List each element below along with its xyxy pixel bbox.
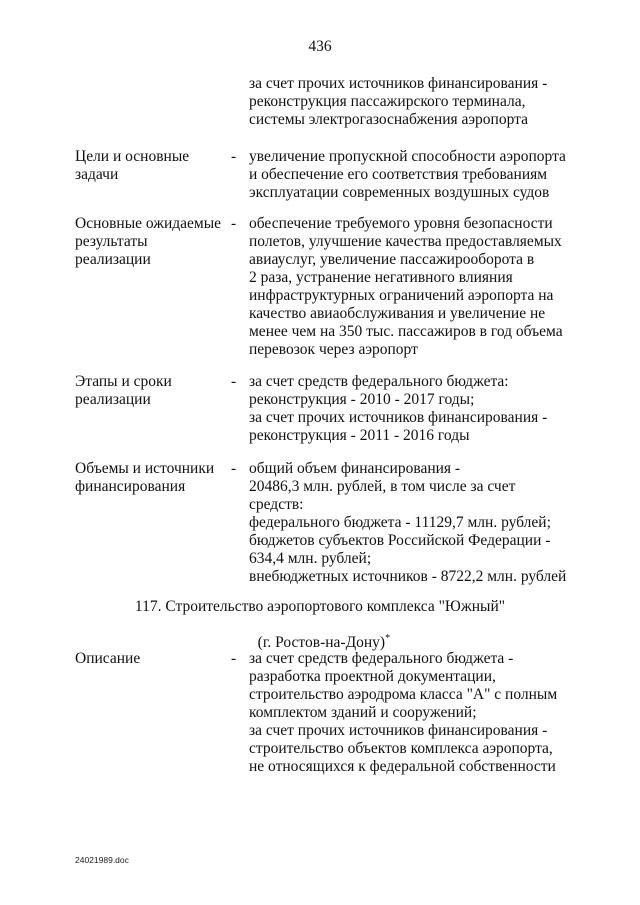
row-value-line: внебюджетных источников - 8722,2 млн. рублей: [249, 568, 567, 585]
row-value-line: строительство объектов комплекса аэропорта,: [249, 740, 553, 757]
row-value-line: комплектом зданий и сооружений;: [249, 704, 477, 721]
row-value-line: авиауслуг, увеличение пассажирооборота в: [249, 251, 535, 268]
row-value-line: разработка проектной документации,: [249, 668, 496, 685]
row-dash: -: [231, 148, 237, 165]
row-value-line: перевозок через аэропорт: [249, 341, 418, 358]
section-title: 117. Строительство аэропортового комплекса "Южный": [134, 598, 506, 615]
section-subtitle: [0, 616, 640, 653]
page-number: 436: [308, 38, 332, 55]
row-value-line: увеличение пропускной способности аэропорта: [249, 148, 566, 165]
row-value-line: не относящихся к федеральной собственности: [249, 758, 556, 775]
row-value-line: 20486,3 млн. рублей, в том числе за счет: [249, 478, 516, 495]
row-value-line: полетов, улучшение качества предоставляемых: [249, 233, 562, 250]
row-label: задачи: [75, 166, 119, 183]
row-label: результаты: [75, 233, 148, 250]
row-value-line: и обеспечение его соответствия требованиям: [249, 166, 548, 183]
row-value-line: обеспечение требуемого уровня безопасности: [249, 215, 553, 232]
row-value-line: за счет средств федерального бюджета -: [249, 650, 514, 667]
row-value-line: 2 раза, устранение негативного влияния: [249, 269, 513, 286]
row-label: реализации: [75, 391, 151, 408]
row-value-line: реконструкция - 2011 - 2016 годы: [249, 427, 470, 444]
row-value-line: общий объем финансирования -: [249, 460, 461, 477]
row-dash: -: [231, 460, 237, 477]
row-value-line: качество авиаобслуживания и увеличение не: [249, 305, 546, 322]
row-label: Объемы и источники: [75, 460, 215, 477]
row-label: реализации: [75, 251, 151, 268]
continuation-line: за счет прочих источников финансирования -: [249, 75, 548, 92]
row-value-line: за счет средств федерального бюджета:: [249, 373, 509, 390]
row-dash: -: [231, 215, 237, 232]
row-label: финансирования: [75, 478, 186, 495]
row-label: Цели и основные: [75, 148, 190, 165]
row-label: Этапы и сроки: [75, 373, 172, 390]
row-value-line: строительство аэродрома класса "А" с полным: [249, 686, 558, 703]
row-value-line: менее чем на 350 тыс. пассажиров в год объема: [249, 323, 563, 340]
row-value-line: реконструкция - 2010 - 2017 годы;: [249, 391, 475, 408]
footnote-mark: *: [385, 633, 391, 645]
row-dash: -: [231, 650, 237, 667]
continuation-line: системы электрогазоснабжения аэропорта: [249, 111, 528, 128]
row-value-line: бюджетов субъектов Российской Федерации -: [249, 532, 551, 549]
section-subtitle-text: (г. Ростов-на-Дону): [257, 634, 386, 652]
row-label: Описание: [75, 650, 141, 667]
row-value-line: средств:: [249, 496, 304, 513]
row-dash: -: [231, 373, 237, 390]
row-label: Основные ожидаемые: [75, 215, 222, 232]
row-value-line: инфраструктурных ограничений аэропорта на: [249, 287, 554, 304]
row-value-line: за счет прочих источников финансирования -: [249, 409, 548, 426]
row-value-line: 634,4 млн. рублей;: [249, 550, 372, 567]
row-value-line: федерального бюджета - 11129,7 млн. рублей;: [249, 514, 551, 531]
footer-filename: 24021989.doc: [75, 855, 129, 865]
row-value-line: за счет прочих источников финансирования -: [249, 722, 548, 739]
row-value-line: эксплуатации современных воздушных судов: [249, 184, 550, 201]
continuation-line: реконструкция пассажирского терминала,: [249, 93, 526, 110]
